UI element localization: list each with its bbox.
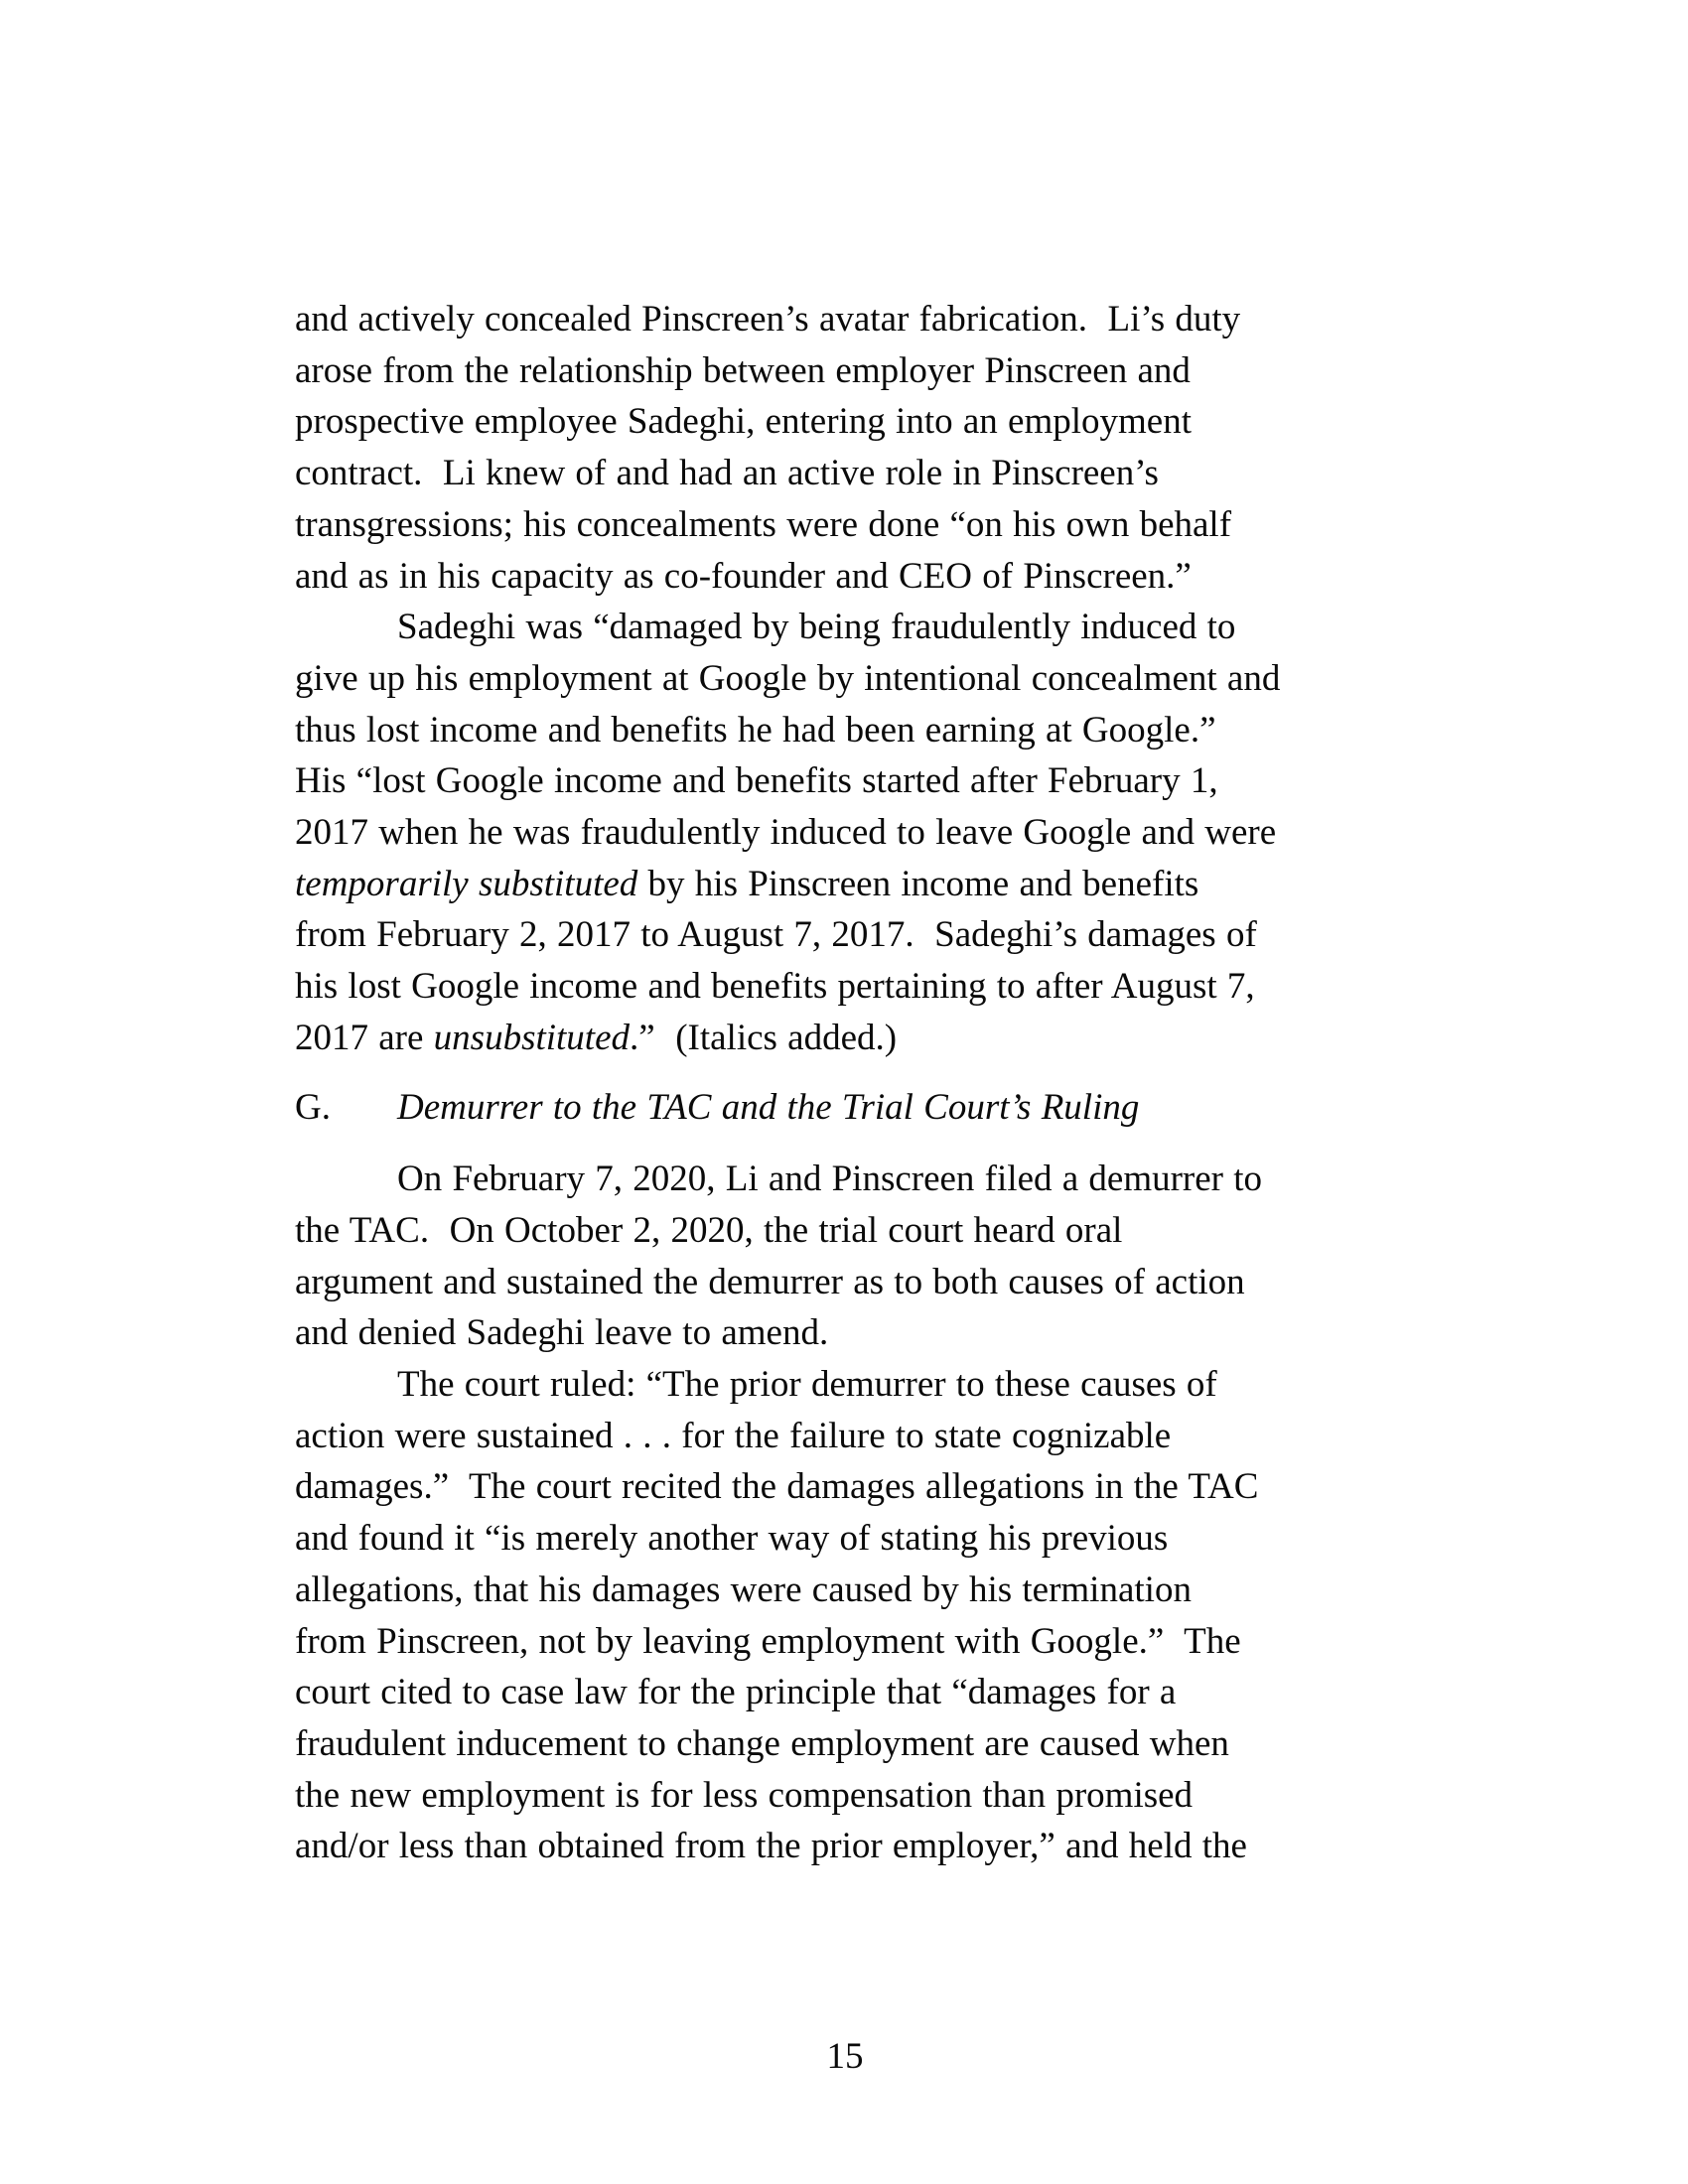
text-segment: fraudulent inducement to change employment are caused when xyxy=(295,1722,1229,1764)
text-segment: thus lost income and benefits he had been earning at Google.” xyxy=(295,709,1216,751)
text-line xyxy=(295,551,1395,603)
text-line xyxy=(295,1257,1395,1308)
text-line xyxy=(295,909,1395,961)
text-segment: damages.” The court recited the damages allegations in the TAC xyxy=(295,1466,1259,1508)
section-label: G. xyxy=(295,1086,331,1128)
text-segment: transgressions; his concealments were done “on his own behalf xyxy=(295,503,1232,545)
text-line xyxy=(295,1513,1395,1565)
text-segment: the TAC. On October 2, 2020, the trial court heard oral xyxy=(295,1209,1123,1251)
page-number: 15 xyxy=(826,2036,864,2077)
text-segment: argument and sustained the demurrer as to both causes of action xyxy=(295,1261,1245,1302)
text-segment: On February 7, 2020, Li and Pinscreen filed a demurrer to xyxy=(397,1159,1263,1200)
italic-text-segment: Demurrer to the TAC and the Trial Court’s Ruling xyxy=(397,1086,1140,1128)
text-line xyxy=(295,499,1395,551)
text-line xyxy=(295,345,1395,397)
text-line xyxy=(295,705,1395,756)
text-segment: 2017 when he was fraudulently induced to leave Google and were xyxy=(295,812,1277,854)
text-line xyxy=(295,859,1395,910)
text-line xyxy=(295,1667,1395,1718)
opinion-text xyxy=(295,294,1395,1872)
text-line xyxy=(295,1205,1395,1257)
text-segment: His “lost Google income and benefits started after February 1, xyxy=(295,760,1218,802)
text-line xyxy=(295,653,1395,705)
text-line xyxy=(295,396,1395,448)
text-segment: 2017 are xyxy=(295,1017,434,1058)
text-segment: his lost Google income and benefits pertaining to after August 7, xyxy=(295,966,1255,1008)
text-line xyxy=(295,961,1395,1013)
text-line xyxy=(295,755,1395,807)
text-segment: the new employment is for less compensation than promised xyxy=(295,1774,1194,1816)
text-line xyxy=(295,1770,1395,1822)
text-line xyxy=(295,807,1395,859)
text-line xyxy=(295,1411,1395,1462)
text-segment: and denied Sadeghi leave to amend. xyxy=(295,1312,829,1354)
text-line xyxy=(295,602,1395,653)
text-segment: prospective employee Sadeghi, entering into an employment xyxy=(295,401,1192,443)
text-line xyxy=(295,1307,1395,1359)
text-segment: action were sustained . . . for the failure to state cognizable xyxy=(295,1415,1172,1456)
text-segment: allegations, that his damages were caused by his termination xyxy=(295,1569,1192,1610)
text-line xyxy=(295,1154,1395,1205)
text-segment: The court ruled: “The prior demurrer to these causes of xyxy=(397,1364,1217,1406)
text-line xyxy=(295,1821,1395,1872)
text-segment: from Pinscreen, not by leaving employment with Google.” The xyxy=(295,1620,1241,1662)
text-segment: and found it “is merely another way of stating his previous xyxy=(295,1518,1169,1560)
text-segment: court cited to case law for the principle that “damages for a xyxy=(295,1672,1177,1713)
text-segment: and/or less than obtained from the prior employer,” and held the xyxy=(295,1826,1247,1867)
text-segment: give up his employment at Google by intentional concealment and xyxy=(295,657,1281,699)
text-line xyxy=(295,1718,1395,1770)
text-line xyxy=(295,1013,1395,1064)
text-segment: arose from the relationship between employer Pinscreen and xyxy=(295,349,1191,391)
text-segment: from February 2, 2017 to August 7, 2017. Sadeghi’s damages of xyxy=(295,914,1257,956)
text-line xyxy=(295,1616,1395,1668)
italic-text-segment: unsubstituted xyxy=(433,1017,631,1058)
text-line xyxy=(295,1359,1395,1411)
text-segment: Sadeghi was “damaged by being fraudulently induced to xyxy=(397,607,1236,648)
text-segment: .” (Italics added.) xyxy=(630,1017,898,1058)
section-heading xyxy=(295,1082,1395,1134)
text-line xyxy=(295,294,1395,345)
text-segment: and as in his capacity as co-founder and CEO of Pinscreen.” xyxy=(295,555,1192,597)
italic-text-segment: temporarily substituted xyxy=(295,863,638,904)
text-segment: and actively concealed Pinscreen’s avatar fabrication. Li’s duty xyxy=(295,299,1241,340)
text-line xyxy=(295,1565,1395,1616)
text-line xyxy=(295,448,1395,499)
text-line xyxy=(295,1461,1395,1513)
text-segment: contract. Li knew of and had an active role in Pinscreen’s xyxy=(295,453,1159,494)
text-segment: by his Pinscreen income and benefits xyxy=(637,863,1199,904)
